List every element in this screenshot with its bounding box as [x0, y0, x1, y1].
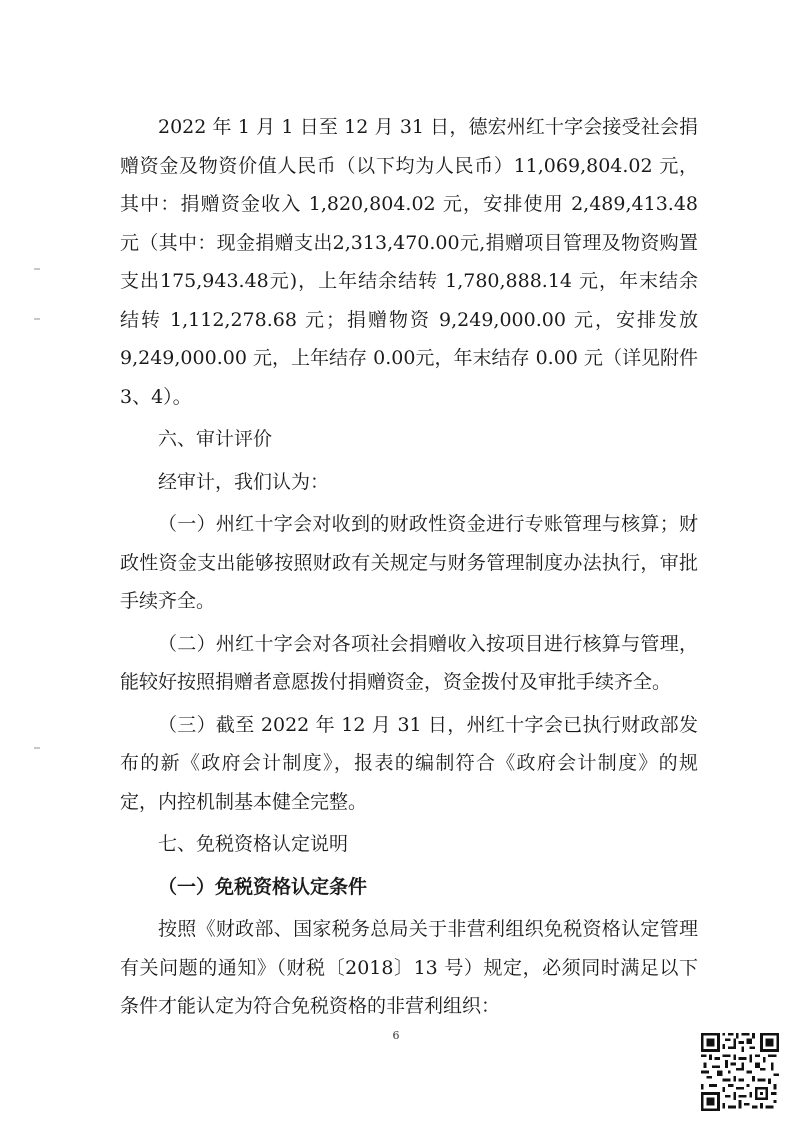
paragraph-audit-point-3: （三）截至 2022 年 12 月 31 日，州红十字会已执行财政部发布的新《政府会计制度》，报表的编制符合《政府会计制度》的规定，内控机制基本健全完整。	[120, 713, 698, 813]
scan-edge-mark	[34, 747, 40, 749]
scan-edge-mark	[34, 268, 40, 270]
heading-tax-exempt: 七、免税资格认定说明	[158, 833, 349, 855]
paragraph-donation-summary: 2022 年 1 月 1 日至 12 月 31 日，德宏州红十字会接受社会捐赠资金及物资价值人民币（以下均为人民币）11,069,804.02 元，其中：捐赠资金收入 1,820,804.02 元，安排使用 2,489,413.48 元（其中：现金捐赠支出2,313,470.00元,捐赠项目管理及物资购置支出175,943.48元)，上年结余结转 1,780,888.14 元，年末结余结转 1,112,278.68 元；捐赠物资 9,249,000.00 元，安排发放 9,249,000.00 元，上年结存 0.00元，年末结存 0.00 元（详见附件 3、4）。	[120, 116, 698, 408]
subheading-tax-exempt-conditions: （一）免税资格认定条件	[158, 875, 368, 898]
scan-edge-mark	[34, 318, 40, 320]
paragraph-audit-intro: 经审计，我们认为：	[158, 470, 330, 493]
heading-audit-evaluation: 六、审计评价	[158, 428, 273, 450]
paragraph-tax-exempt-basis: 按照《财政部、国家税务总局关于非营利组织免税资格认定管理有关问题的通知》（财税〔2018〕13 号）规定，必须同时满足以下条件才能认定为符合免税资格的非营利组织：	[120, 918, 698, 1017]
qr-code-icon	[701, 1033, 779, 1111]
paragraph-audit-point-2: （二）州红十字会对各项社会捐赠收入按项目进行核算与管理，能较好按照捐赠者意愿拨付捐赠资金，资金拨付及审批手续齐全。	[120, 632, 698, 693]
paragraph-audit-point-1: （一）州红十字会对收到的财政性资金进行专账管理与核算；财政性资金支出能够按照财政有关规定与财务管理制度办法执行，审批手续齐全。	[120, 513, 698, 612]
body-text	[120, 108, 698, 1026]
page-number: 6	[392, 1029, 400, 1042]
